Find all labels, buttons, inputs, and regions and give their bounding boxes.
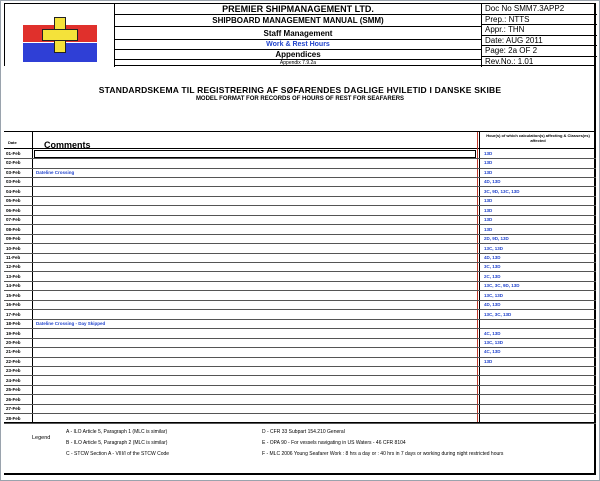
row-hours-affected[interactable]: 13D (484, 198, 493, 204)
table-row (4, 377, 596, 386)
table-row (4, 311, 596, 320)
table-row (4, 367, 596, 376)
row-hours-affected[interactable]: 13C, 3C, 13D (484, 311, 512, 317)
table-row (4, 159, 596, 168)
subsection-name: Work & Rest Hours (115, 40, 481, 50)
row-hours-affected[interactable]: 3C, 13D (484, 264, 501, 270)
date-column-header: Date (8, 140, 17, 145)
revision-number: Rev.No.: 1.01 (485, 56, 534, 66)
table-row (4, 415, 596, 424)
row-date[interactable]: 28-Feb (6, 415, 21, 421)
row-date[interactable]: 18-Feb (6, 321, 21, 327)
cross-icon (42, 17, 78, 53)
table-row (4, 169, 596, 178)
selected-cell[interactable] (34, 150, 476, 158)
row-date[interactable]: 24-Feb (6, 377, 21, 383)
row-date[interactable]: 09-Feb (6, 236, 21, 242)
table-row (4, 330, 596, 339)
row-hours-affected[interactable]: 4D, 13D (484, 254, 501, 260)
row-date[interactable]: 03-Feb (6, 179, 21, 185)
legend-item-a: A - ILO Article 5, Paragraph 1 (MLC is similar) (66, 429, 168, 435)
row-date[interactable]: 19-Feb (6, 330, 21, 336)
manual-name: SHIPBOARD MANAGEMENT MANUAL (SMM) (115, 15, 481, 27)
row-date[interactable]: 02-Feb (6, 160, 21, 166)
table-row (4, 245, 596, 254)
row-hours-affected[interactable]: 4D, 13D (484, 302, 501, 308)
table-row (4, 254, 596, 263)
hours-column-header: Hour(s) of which calculation(s) affecting & Classes(es) affected (486, 133, 590, 143)
table-row (4, 405, 596, 414)
row-hours-affected[interactable]: 13D (484, 160, 493, 166)
table-row (4, 301, 596, 310)
table-row (4, 188, 596, 197)
company-logo (23, 7, 97, 62)
row-date[interactable]: 25-Feb (6, 387, 21, 393)
row-hours-affected[interactable]: 13C, 13D (484, 340, 504, 345)
part-name: Appendices (115, 50, 481, 60)
legend-title: Legend (32, 435, 51, 441)
row-hours-affected[interactable]: 13D (484, 226, 493, 232)
row-date[interactable]: 22-Feb (6, 358, 21, 364)
row-date[interactable]: 01-Feb (6, 151, 21, 156)
doc-number: Doc No SMM7.3APP2 (482, 4, 597, 15)
row-date[interactable]: 16-Feb (6, 302, 21, 308)
table-row (4, 292, 596, 301)
row-hours-affected[interactable]: 13C, 3C, 9D, 13D (484, 283, 520, 289)
table-row (4, 207, 596, 216)
row-date[interactable]: 03-Feb (6, 169, 21, 175)
row-comment[interactable]: Dateline Crossing - Day Skipped (36, 321, 106, 327)
row-hours-affected[interactable]: 13D (484, 207, 493, 213)
row-date[interactable]: 27-Feb (6, 406, 21, 412)
title-danish: STANDARDSKEMA TIL REGISTRERING AF SØFARENDES DAGLIGE HVILETID I DANSKE SKIBE (98, 85, 502, 95)
row-hours-affected[interactable]: 13D (484, 169, 493, 175)
doc-date: Date: AUG 2011 (482, 36, 597, 47)
row-date[interactable]: 23-Feb (6, 368, 21, 374)
row-date[interactable]: 11-Feb (6, 254, 21, 260)
row-comment[interactable]: Dateline Crossing (36, 169, 75, 175)
row-hours-affected[interactable]: 2C, 13D (484, 273, 501, 279)
table-row (4, 216, 596, 225)
header-titles (115, 4, 481, 67)
row-hours-affected[interactable]: 3C, 9D, 13C, 13D (484, 188, 520, 194)
row-hours-affected[interactable]: 4C, 13D (484, 330, 501, 336)
row-date[interactable]: 05-Feb (6, 198, 21, 204)
section-name: Staff Management (115, 27, 481, 40)
row-hours-affected[interactable]: 4C, 13D (484, 349, 501, 355)
appendix-ref: Appendix 7.9.2a (279, 60, 317, 66)
row-date[interactable]: 06-Feb (6, 207, 21, 213)
table-row (4, 197, 596, 206)
table-row (4, 386, 596, 395)
legend (4, 427, 596, 467)
legend-item-e: E - OPA 90 - For vessels navigating in US Waters - 46 CFR 8104 (262, 440, 406, 446)
row-hours-affected[interactable]: 2D, 9D, 13D (484, 236, 509, 242)
table-row (4, 396, 596, 405)
row-hours-affected[interactable]: 13D (484, 217, 493, 223)
table-row (4, 320, 596, 329)
row-hours-affected[interactable]: 13C, 13D (484, 245, 504, 251)
row-date[interactable]: 17-Feb (6, 311, 21, 317)
row-date[interactable]: 26-Feb (6, 396, 21, 402)
table-row (4, 263, 596, 272)
row-hours-affected[interactable]: 4D, 13D (484, 179, 501, 185)
prepared-by: Prep.: NTTS (482, 15, 597, 26)
row-date[interactable]: 13-Feb (6, 273, 21, 279)
row-date[interactable]: 10-Feb (6, 245, 21, 251)
legend-item-f: F - MLC 2006 Young Seafarer Work : 8 hrs a day or : 40 hrs in 7 days or working during night restricted hours (262, 451, 504, 457)
table-row (4, 348, 596, 357)
company-name: PREMIER SHIPMANAGEMENT LTD. (115, 4, 481, 15)
row-date[interactable]: 14-Feb (6, 283, 21, 289)
legend-item-b: B - ILO Article 5, Paragraph 2 (MLC is similar) (66, 440, 168, 446)
legend-item-c: C - STCW Section A - VIII/I of the STCW Code (66, 451, 170, 457)
row-date[interactable]: 15-Feb (6, 292, 21, 298)
title-english: MODEL FORMAT FOR RECORDS OF HOURS OF REST FOR SEAFARERS (195, 96, 405, 102)
row-date[interactable]: 21-Feb (6, 349, 21, 355)
table-row (4, 358, 596, 367)
table-row (4, 178, 596, 187)
row-hours-affected[interactable]: 13D (484, 358, 493, 364)
table-row (4, 235, 596, 244)
row-date[interactable]: 08-Feb (6, 226, 21, 232)
document-header (4, 3, 596, 66)
logo-box (5, 4, 115, 67)
table-row (4, 339, 596, 348)
row-hours-affected[interactable]: 13C, 13D (484, 292, 504, 298)
table-row (4, 282, 596, 291)
table-header (4, 132, 596, 149)
table-row (4, 150, 596, 159)
row-date[interactable]: 07-Feb (6, 217, 21, 223)
row-hours-affected[interactable]: 13D (484, 151, 493, 156)
table-row (4, 226, 596, 235)
table-row (4, 273, 596, 282)
approved-by: Appr.: THN (482, 25, 597, 36)
legend-item-d: D - CFR 33 Subpart 154.210 General (262, 429, 345, 435)
comments-column-header: Comments (44, 140, 91, 150)
header-doc-info (481, 4, 597, 67)
rest-hours-table (4, 131, 596, 423)
row-date[interactable]: 12-Feb (6, 264, 21, 270)
row-date[interactable]: 04-Feb (6, 188, 21, 194)
page-number: Page: 2a OF 2 (482, 46, 597, 57)
row-date[interactable]: 20-Feb (6, 340, 21, 345)
